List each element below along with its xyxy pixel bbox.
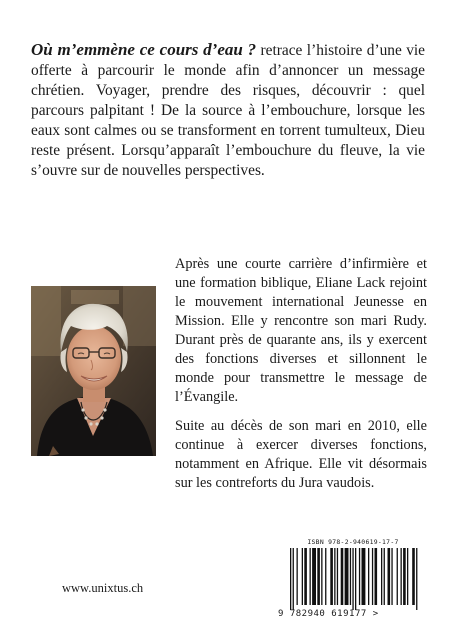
barcode-bar [375,548,378,605]
barcode-bar [381,548,382,605]
barcode-bar [391,548,392,605]
barcode-bar [372,548,373,605]
ean-digits: 9 782940 619177 > [278,609,379,619]
barcode-bar [293,548,294,610]
barcode-bar [317,548,320,605]
author-photo [31,286,156,456]
barcode-bar [403,548,406,605]
barcode-bar [330,548,333,605]
barcode-bar [341,548,344,605]
barcode-bar [401,548,402,605]
barcode-bar [321,548,322,605]
barcode-bar [384,548,385,605]
barcode-bar [302,548,303,605]
barcode-bar [310,548,311,605]
biography-paragraph: Après une courte carrière d’infirmière et une formation biblique, Eliane Lack rejoint le mouvement international Jeunesse en Mission. Elle y rencontre son mari Rudy. Durant près de quarante ans, ils y exercent des fonctions diverses et sillonnent le monde pour transmettre le message de l’Évangile. [175,256,427,405]
barcode-bar [362,548,366,605]
barcode-bar [416,548,417,610]
ean-barcode [278,548,428,610]
barcode-bar [407,548,408,605]
barcode-bar [412,548,415,605]
barcode-bar [397,548,398,605]
barcode-bar [368,548,369,605]
publisher-website: www.unixtus.ch [62,581,144,595]
barcode-bar [325,548,326,605]
blurb-text: retrace l’histoire d’une vie offerte à parcourir le monde afin d’annoncer un message chrétien. Voyager, prendre des risques, découvrir : quel parcours palpitant ! De la source à l’embouchure, lorsque les eaux sont calmes ou se transforment en torrent tumulteux, Dieu reste présent. Lorsqu’apparaît l’embouchure du fleuve, la vie s’ouvre sur de nouvelles perspectives. [31,42,425,179]
author-biography [175,255,427,493]
isbn-label: ISBN 978-2-940619-17-7 [307,538,399,546]
barcode-bar [352,548,353,610]
barcode-bar [388,548,391,605]
biography-paragraph: Suite au décès de son mari en 2010, elle continue à exercer diverses fonctions, notamment en Afrique. Elle vit désormais sur les contreforts du Jura vaudois. [175,418,427,491]
barcode-bar [337,548,338,605]
barcode-bar [312,548,316,605]
author-portrait-image [31,286,156,456]
back-cover-blurb [31,40,425,181]
barcode-bar [345,548,349,605]
barcode-bar [355,548,356,610]
barcode-bar [359,548,360,605]
barcode-bar [297,548,298,605]
barcode-bar [350,548,351,605]
barcode-bar [304,548,307,605]
isbn-barcode-block [278,538,428,619]
barcode-bar [334,548,335,605]
book-title: Où m’emmène ce cours d’eau ? [31,40,257,59]
barcode-bar [290,548,291,610]
